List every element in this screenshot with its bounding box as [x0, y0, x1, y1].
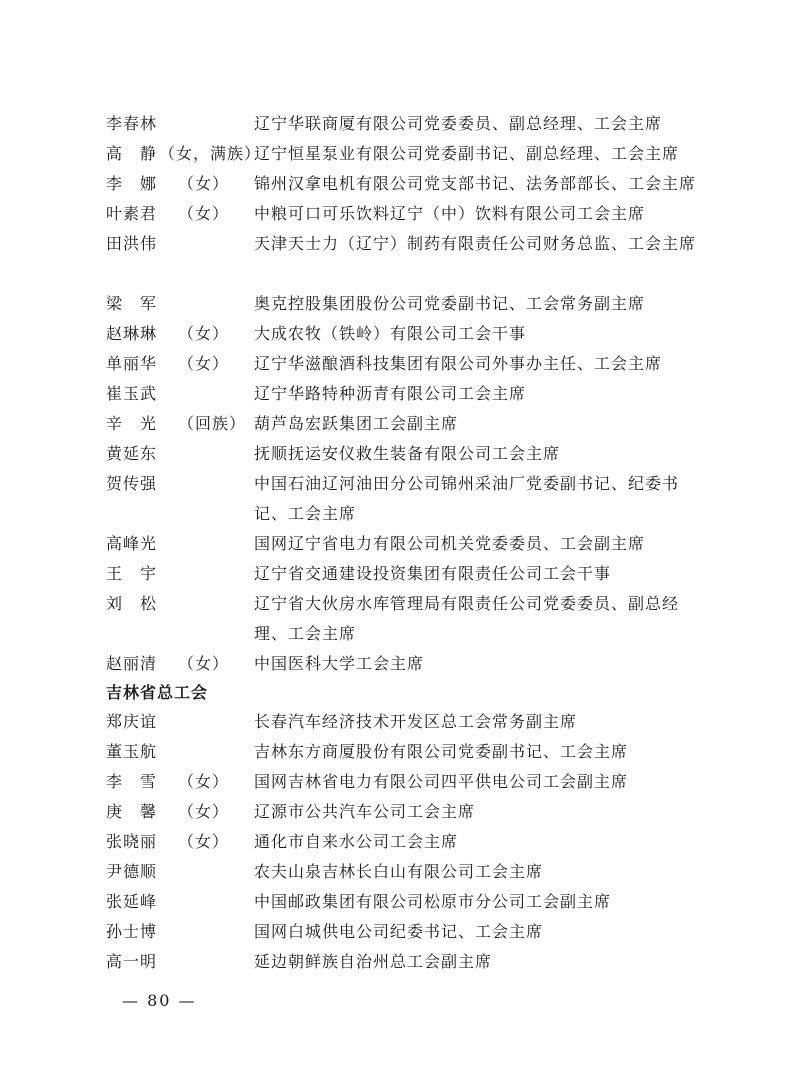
list-item	[0, 349, 798, 379]
person-name: 黄延东	[106, 444, 158, 463]
person-note: （回族）	[178, 414, 247, 433]
person-position: 国网白城供电公司纪委书记、工会主席	[254, 922, 544, 941]
person-position: 中国医科大学工会主席	[254, 654, 425, 673]
person-note: （女）	[178, 802, 230, 821]
person-position: 辽宁省交通建设投资集团有限责任公司工会干事	[254, 564, 612, 583]
list-item	[0, 559, 798, 589]
list-item	[0, 169, 798, 199]
person-name: 高一明	[106, 952, 158, 971]
list-item	[0, 289, 798, 319]
person-name: 辛 光	[106, 414, 158, 433]
person-name: 崔玉武	[106, 384, 158, 403]
person-position: 农夫山泉吉林长白山有限公司工会主席	[254, 862, 544, 881]
person-note: （女）	[178, 324, 230, 343]
list-item	[0, 109, 798, 139]
person-name-text: 高 静	[106, 144, 158, 163]
person-note: （女）	[178, 772, 230, 791]
person-name: 田洪伟	[106, 234, 158, 253]
list-item	[0, 529, 798, 559]
person-position: 辽宁恒星泵业有限公司党委副书记、副总经理、工会主席	[254, 144, 680, 163]
person-name	[106, 139, 262, 169]
list-item	[0, 229, 798, 289]
person-name: 李 娜	[106, 174, 158, 193]
list-item	[0, 589, 798, 649]
list-item	[0, 199, 798, 229]
person-name: 高峰光	[106, 534, 158, 553]
person-position: 天津天士力（辽宁）制药有限责任公司财务总监、工会主席	[254, 234, 697, 253]
person-name: 刘 松	[106, 594, 158, 613]
person-name: 尹德顺	[106, 862, 158, 881]
list-item	[0, 947, 798, 977]
person-position: 奥克控股集团股份公司党委副书记、工会常务副主席	[254, 294, 646, 313]
person-name: 梁 军	[106, 294, 158, 313]
person-position: 通化市自来水公司工会主席	[254, 832, 459, 851]
list-item	[0, 797, 798, 827]
person-note: （女）	[178, 832, 230, 851]
list-item	[0, 917, 798, 947]
person-position: 辽宁华联商厦有限公司党委委员、副总经理、工会主席	[254, 114, 663, 133]
person-note: （女，满族）	[159, 144, 262, 163]
person-name: 李 雪	[106, 772, 158, 791]
person-position: 吉林东方商厦股份有限公司党委副书记、工会主席	[254, 742, 629, 761]
person-position: 辽宁华滋酿酒科技集团有限公司外事办主任、工会主席	[254, 354, 663, 373]
person-position: 大成农牧（铁岭）有限公司工会干事	[254, 324, 527, 343]
person-note: （女）	[178, 174, 230, 193]
person-position: 辽源市公共汽车公司工会主席	[254, 802, 476, 821]
person-position: 葫芦岛宏跃集团工会副主席	[254, 414, 459, 433]
person-position: 辽宁省大伙房水库管理局有限责任公司党委委员、副总经理、工会主席	[254, 594, 680, 643]
person-note: （女）	[178, 354, 230, 373]
person-name: 李春林	[106, 114, 158, 133]
person-name: 王 宇	[106, 564, 158, 583]
list-item	[0, 649, 798, 679]
person-position: 辽宁华路特种沥青有限公司工会主席	[254, 384, 527, 403]
person-name: 单丽华	[106, 354, 158, 373]
list-item	[0, 827, 798, 857]
person-position: 国网辽宁省电力有限公司机关党委委员、工会副主席	[254, 534, 646, 553]
page-number: — 80 —	[122, 991, 197, 1010]
list-item	[0, 379, 798, 409]
person-name: 董玉航	[106, 742, 158, 761]
list-item	[0, 857, 798, 887]
person-position: 抚顺抚运安仪救生装备有限公司工会主席	[254, 444, 561, 463]
person-name: 庚 馨	[106, 802, 158, 821]
person-position: 锦州汉拿电机有限公司党支部书记、法务部部长、工会主席	[254, 174, 697, 193]
person-position: 中粮可口可乐饮料辽宁（中）饮料有限公司工会主席	[254, 204, 646, 223]
list-item	[0, 319, 798, 349]
section-heading: 吉林省总工会	[106, 683, 209, 702]
person-name: 贺传强	[106, 474, 158, 493]
person-position: 中国邮政集团有限公司松原市分公司工会副主席	[254, 892, 612, 911]
list-item	[0, 469, 798, 529]
list-item	[0, 139, 798, 169]
person-name: 赵丽清	[106, 654, 158, 673]
person-position: 长春汽车经济技术开发区总工会常务副主席	[254, 712, 578, 731]
list-item	[0, 707, 798, 737]
list-item	[0, 887, 798, 917]
person-position: 中国石油辽河油田分公司锦州采油厂党委副书记、纪委书记、工会主席	[254, 474, 680, 523]
person-note: （女）	[178, 204, 230, 223]
person-position: 国网吉林省电力有限公司四平供电公司工会副主席	[254, 772, 629, 791]
list-item	[0, 409, 798, 439]
person-name: 赵琳琳	[106, 324, 158, 343]
person-name: 郑庆谊	[106, 712, 158, 731]
list-item	[0, 439, 798, 469]
list-item	[0, 737, 798, 767]
person-note: （女）	[178, 654, 230, 673]
person-name: 张延峰	[106, 892, 158, 911]
list-item	[0, 767, 798, 797]
person-position: 延边朝鲜族自治州总工会副主席	[254, 952, 493, 971]
person-name: 叶素君	[106, 204, 158, 223]
person-name: 张晓丽	[106, 832, 158, 851]
person-name: 孙士博	[106, 922, 158, 941]
